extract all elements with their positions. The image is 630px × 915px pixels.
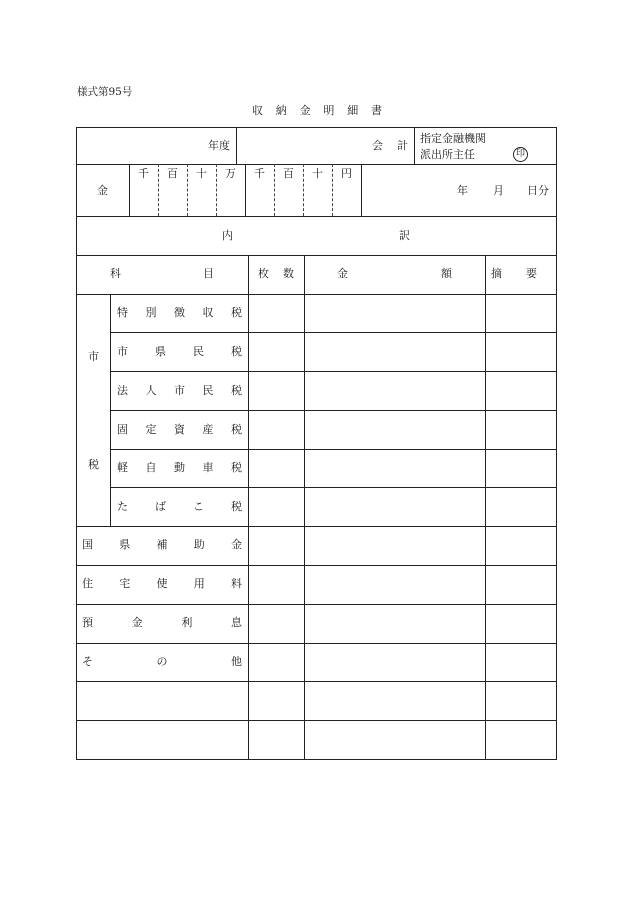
date-day: 日分 xyxy=(527,184,549,197)
bank-line2: 派出所主任 xyxy=(420,148,475,161)
remarks-cell[interactable] xyxy=(486,450,555,486)
digit-header: 百 xyxy=(283,167,294,180)
row-label-char: 法 xyxy=(117,384,128,397)
kaikei-char: 会 xyxy=(372,139,383,152)
fiscal-year-label: 年度 xyxy=(208,139,230,152)
row-label-char: 軽 xyxy=(117,461,128,474)
row-label-char: 市 xyxy=(117,345,128,358)
column-amount-char: 金 xyxy=(337,267,348,280)
column-amount-char: 額 xyxy=(441,267,452,280)
count-cell[interactable] xyxy=(249,488,303,525)
title-char: 細 xyxy=(347,104,359,117)
amount-cell[interactable] xyxy=(305,295,484,331)
digit-header: 百 xyxy=(167,167,178,180)
digit-header: 万 xyxy=(225,167,236,180)
amount-cell[interactable] xyxy=(305,450,484,486)
city-tax-char2: 税 xyxy=(88,458,99,471)
row-label-char: 市 xyxy=(174,384,185,397)
title-char: 書 xyxy=(370,104,382,117)
row-label-city-tax xyxy=(117,346,242,357)
row-label-char: の xyxy=(156,655,168,668)
remarks-cell[interactable] xyxy=(486,682,555,719)
row-label-char: 金 xyxy=(231,538,242,551)
amount-cell[interactable] xyxy=(305,644,484,680)
column-remarks xyxy=(491,268,537,279)
column-remarks-char: 摘 xyxy=(491,267,502,280)
seal-mark: 印 xyxy=(513,147,528,162)
bank-line1: 指定金融機関 xyxy=(420,132,486,145)
row-label-char: 利 xyxy=(181,616,193,629)
row-label-char: そ xyxy=(82,655,93,668)
column-remarks-char: 要 xyxy=(526,267,537,280)
amount-cell[interactable] xyxy=(305,411,484,448)
row-label-char: 息 xyxy=(230,616,242,629)
amount-label: 金 xyxy=(97,184,108,197)
column-amount xyxy=(337,268,452,279)
row-label-other xyxy=(82,617,242,628)
date-year: 年 xyxy=(457,184,468,197)
row-label-char: 住 xyxy=(82,577,93,590)
count-cell[interactable] xyxy=(249,721,303,758)
row-label-other xyxy=(82,539,242,550)
row-label-char: 税 xyxy=(231,461,242,474)
count-cell[interactable] xyxy=(249,295,303,331)
row-label-char: 税 xyxy=(231,384,242,397)
row-label-char: 他 xyxy=(231,655,242,668)
remarks-cell[interactable] xyxy=(486,527,555,564)
count-cell[interactable] xyxy=(249,527,303,564)
row-label-char: 特 xyxy=(117,306,128,319)
kaikei-label xyxy=(372,140,408,151)
amount-cell[interactable] xyxy=(305,566,484,603)
digit-header: 千 xyxy=(138,167,149,180)
remarks-cell[interactable] xyxy=(486,372,555,409)
row-label-other xyxy=(82,578,242,589)
count-cell[interactable] xyxy=(249,566,303,603)
count-cell[interactable] xyxy=(249,682,303,719)
row-label-char: 用 xyxy=(193,577,205,590)
count-cell[interactable] xyxy=(249,411,303,448)
remarks-cell[interactable] xyxy=(486,411,555,448)
date-month: 月 xyxy=(493,184,504,197)
count-cell[interactable] xyxy=(249,333,303,370)
title-char: 明 xyxy=(323,104,335,117)
amount-cell[interactable] xyxy=(305,488,484,525)
kaikei-char: 計 xyxy=(397,139,408,152)
row-label-char: 徴 xyxy=(174,306,185,319)
amount-cell[interactable] xyxy=(305,605,484,642)
row-label-char: こ xyxy=(193,500,204,513)
column-count-char: 数 xyxy=(283,267,294,280)
city-tax-char1: 市 xyxy=(88,350,99,363)
title-char: 金 xyxy=(299,104,311,117)
remarks-cell[interactable] xyxy=(486,295,555,331)
row-label-char: 資 xyxy=(174,423,185,436)
row-label-char: 車 xyxy=(202,461,214,474)
row-label-city-tax xyxy=(117,307,242,318)
row-label-char: た xyxy=(117,500,128,513)
row-label-city-tax xyxy=(117,501,242,512)
column-count-char: 枚 xyxy=(258,267,269,280)
row-label-char: 税 xyxy=(231,423,242,436)
row-label-char: 定 xyxy=(145,423,157,436)
row-label-char: 預 xyxy=(82,616,93,629)
amount-cell[interactable] xyxy=(305,682,484,719)
row-label-char: 産 xyxy=(202,423,214,436)
remarks-cell[interactable] xyxy=(486,644,555,680)
amount-cell[interactable] xyxy=(305,527,484,564)
count-cell[interactable] xyxy=(249,644,303,680)
row-label-char: 税 xyxy=(231,345,242,358)
column-subject-char: 科 xyxy=(110,267,121,280)
row-label-char: 使 xyxy=(156,577,168,590)
row-label-char: 民 xyxy=(193,345,204,358)
row-label-char: 宅 xyxy=(119,577,131,590)
count-cell[interactable] xyxy=(249,605,303,642)
amount-cell[interactable] xyxy=(305,721,484,758)
digit-header: 円 xyxy=(341,167,352,180)
breakdown-left: 内 xyxy=(222,229,233,242)
row-label-char: 固 xyxy=(117,423,128,436)
row-label-char: 収 xyxy=(202,306,214,319)
row-label-city-tax xyxy=(117,424,242,435)
remarks-cell[interactable] xyxy=(486,488,555,525)
row-label-char: 県 xyxy=(119,538,131,551)
row-label-char: 自 xyxy=(145,461,157,474)
row-label-char: 民 xyxy=(202,384,214,397)
row-label-other xyxy=(82,656,242,667)
column-count xyxy=(258,268,294,279)
column-subject-char: 目 xyxy=(203,267,214,280)
remarks-cell[interactable] xyxy=(486,333,555,370)
row-label-char: 税 xyxy=(231,306,242,319)
row-label-char: 金 xyxy=(131,616,143,629)
form-title xyxy=(252,105,382,116)
digit-header: 十 xyxy=(312,167,323,180)
remarks-cell[interactable] xyxy=(486,721,555,758)
row-label-city-tax xyxy=(117,462,242,473)
row-label-char: 補 xyxy=(156,538,168,551)
row-label-city-tax xyxy=(117,385,242,396)
count-cell[interactable] xyxy=(249,372,303,409)
title-char: 収 xyxy=(252,104,263,117)
row-label-char: 税 xyxy=(231,500,242,513)
column-subject xyxy=(110,268,214,279)
digit-header: 千 xyxy=(254,167,265,180)
amount-cell[interactable] xyxy=(305,333,484,370)
row-label-char: 料 xyxy=(231,577,242,590)
row-label-char: 動 xyxy=(174,461,185,474)
digit-header: 十 xyxy=(196,167,207,180)
row-label-char: 県 xyxy=(155,345,166,358)
amount-cell[interactable] xyxy=(305,372,484,409)
row-label-char: ば xyxy=(155,500,166,513)
row-label-char: 助 xyxy=(193,538,205,551)
row-label-char: 国 xyxy=(82,538,93,551)
row-label-char: 人 xyxy=(145,384,157,397)
count-cell[interactable] xyxy=(249,450,303,486)
remarks-cell[interactable] xyxy=(486,605,555,642)
remarks-cell[interactable] xyxy=(486,566,555,603)
breakdown-right: 訳 xyxy=(399,229,410,242)
title-char: 納 xyxy=(275,104,287,117)
form-number: 様式第95号 xyxy=(77,86,133,98)
row-label-char: 別 xyxy=(145,306,157,319)
